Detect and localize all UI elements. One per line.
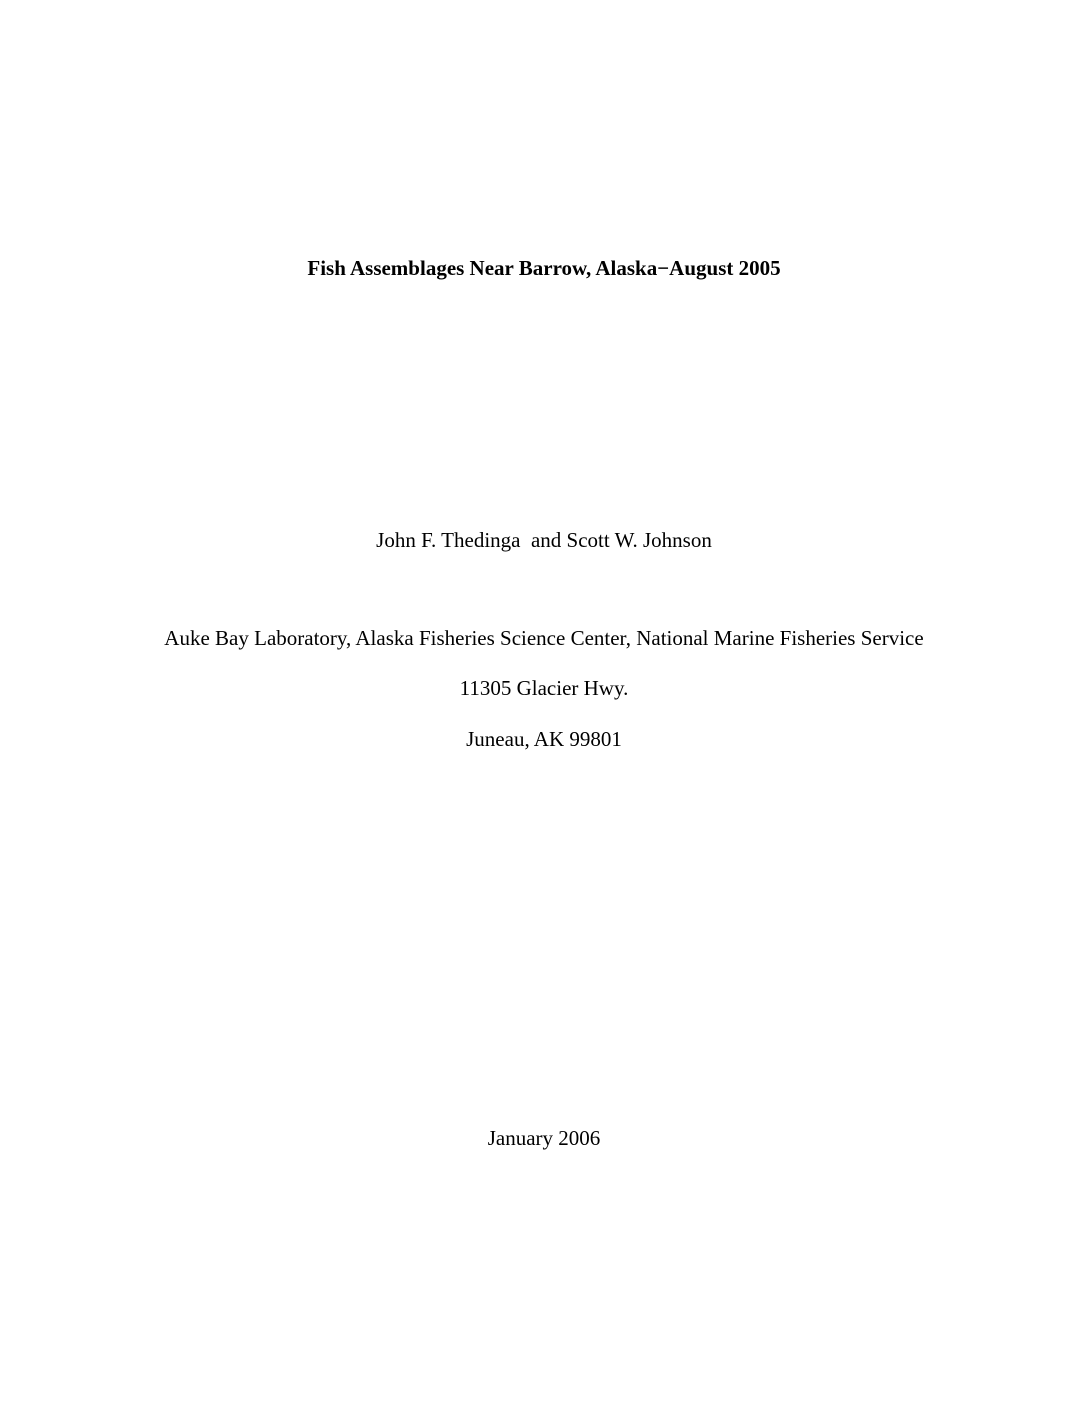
author-affiliation: Auke Bay Laboratory, Alaska Fisheries Science Center, National Marine Fisheries Service: [164, 626, 924, 650]
document-title: Fish Assemblages Near Barrow, Alaska−August 2005: [307, 256, 781, 280]
document-date: January 2006: [487, 1126, 601, 1150]
address-street: 11305 Glacier Hwy.: [459, 676, 629, 700]
document-authors: John F. Thedinga and Scott W. Johnson: [376, 528, 712, 552]
address-city: Juneau, AK 99801: [466, 727, 622, 751]
